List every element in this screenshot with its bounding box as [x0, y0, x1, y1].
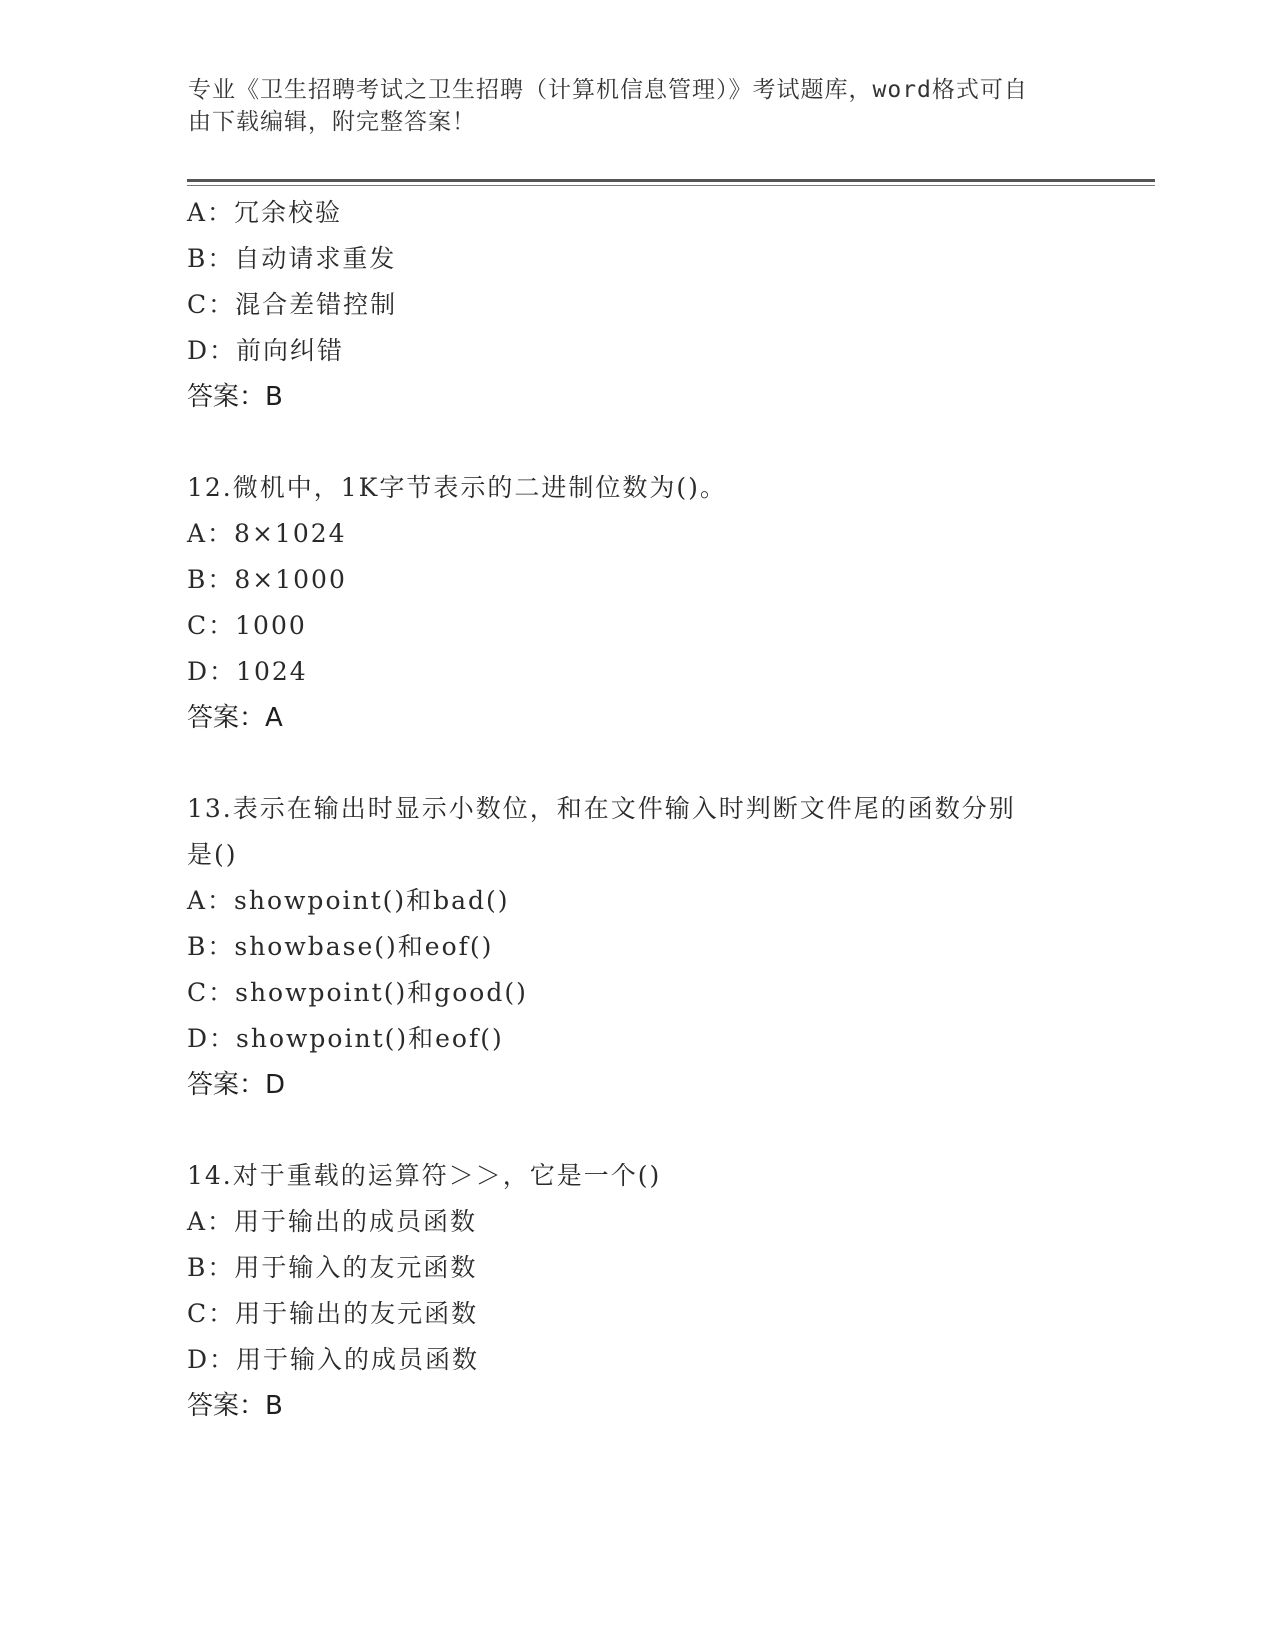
- option-d: D：1024: [187, 657, 308, 686]
- question-stem: 12.微机中，1K字节表示的二进制位数为()。: [187, 473, 727, 502]
- option-a: A：冗余校验: [187, 198, 343, 227]
- option-b: B：showbase()和eof(): [187, 932, 494, 961]
- option-d: D：showpoint()和eof(): [187, 1024, 504, 1053]
- document-header: [188, 74, 1088, 138]
- question-stem-line-2: 是(): [187, 840, 238, 869]
- question-stem-line-1: 13.表示在输出时显示小数位，和在文件输入时判断文件尾的函数分别: [187, 794, 1016, 823]
- question-list: [187, 190, 1087, 1429]
- answer-label: 答案：D: [187, 1070, 286, 1100]
- option-a: A：8×1024: [187, 519, 347, 548]
- option-b: B：自动请求重发: [187, 244, 397, 273]
- option-b: B：8×1000: [187, 565, 347, 594]
- question-stem: 14.对于重载的运算符＞＞，它是一个(): [187, 1161, 662, 1190]
- answer-label: 答案：B: [187, 1391, 283, 1421]
- option-b: B：用于输入的友元函数: [187, 1253, 478, 1282]
- question-block-13: [187, 786, 1087, 1108]
- option-a: A：用于输出的成员函数: [187, 1207, 478, 1236]
- option-d: D：前向纠错: [187, 336, 345, 365]
- answer-label: 答案：B: [187, 382, 283, 412]
- option-c: C：用于输出的友元函数: [187, 1299, 479, 1328]
- question-block-12: [187, 465, 1087, 741]
- spacer: [187, 1108, 1087, 1153]
- option-a: A：showpoint()和bad(): [187, 886, 510, 915]
- spacer: [187, 741, 1087, 786]
- option-c: C：1000: [187, 611, 307, 640]
- option-c: C：混合差错控制: [187, 290, 398, 319]
- header-divider-thick: [187, 179, 1155, 182]
- question-block-14: [187, 1153, 1087, 1429]
- question-block-11: [187, 190, 1087, 420]
- header-line-1: 专业《卫生招聘考试之卫生招聘（计算机信息管理）》考试题库，word格式可自: [188, 77, 1028, 103]
- answer-label: 答案：A: [187, 703, 283, 733]
- option-d: D：用于输入的成员函数: [187, 1345, 480, 1374]
- header-divider-thin: [187, 185, 1155, 186]
- option-c: C：showpoint()和good(): [187, 978, 528, 1007]
- spacer: [187, 420, 1087, 465]
- header-line-2: 由下载编辑，附完整答案！: [188, 109, 476, 135]
